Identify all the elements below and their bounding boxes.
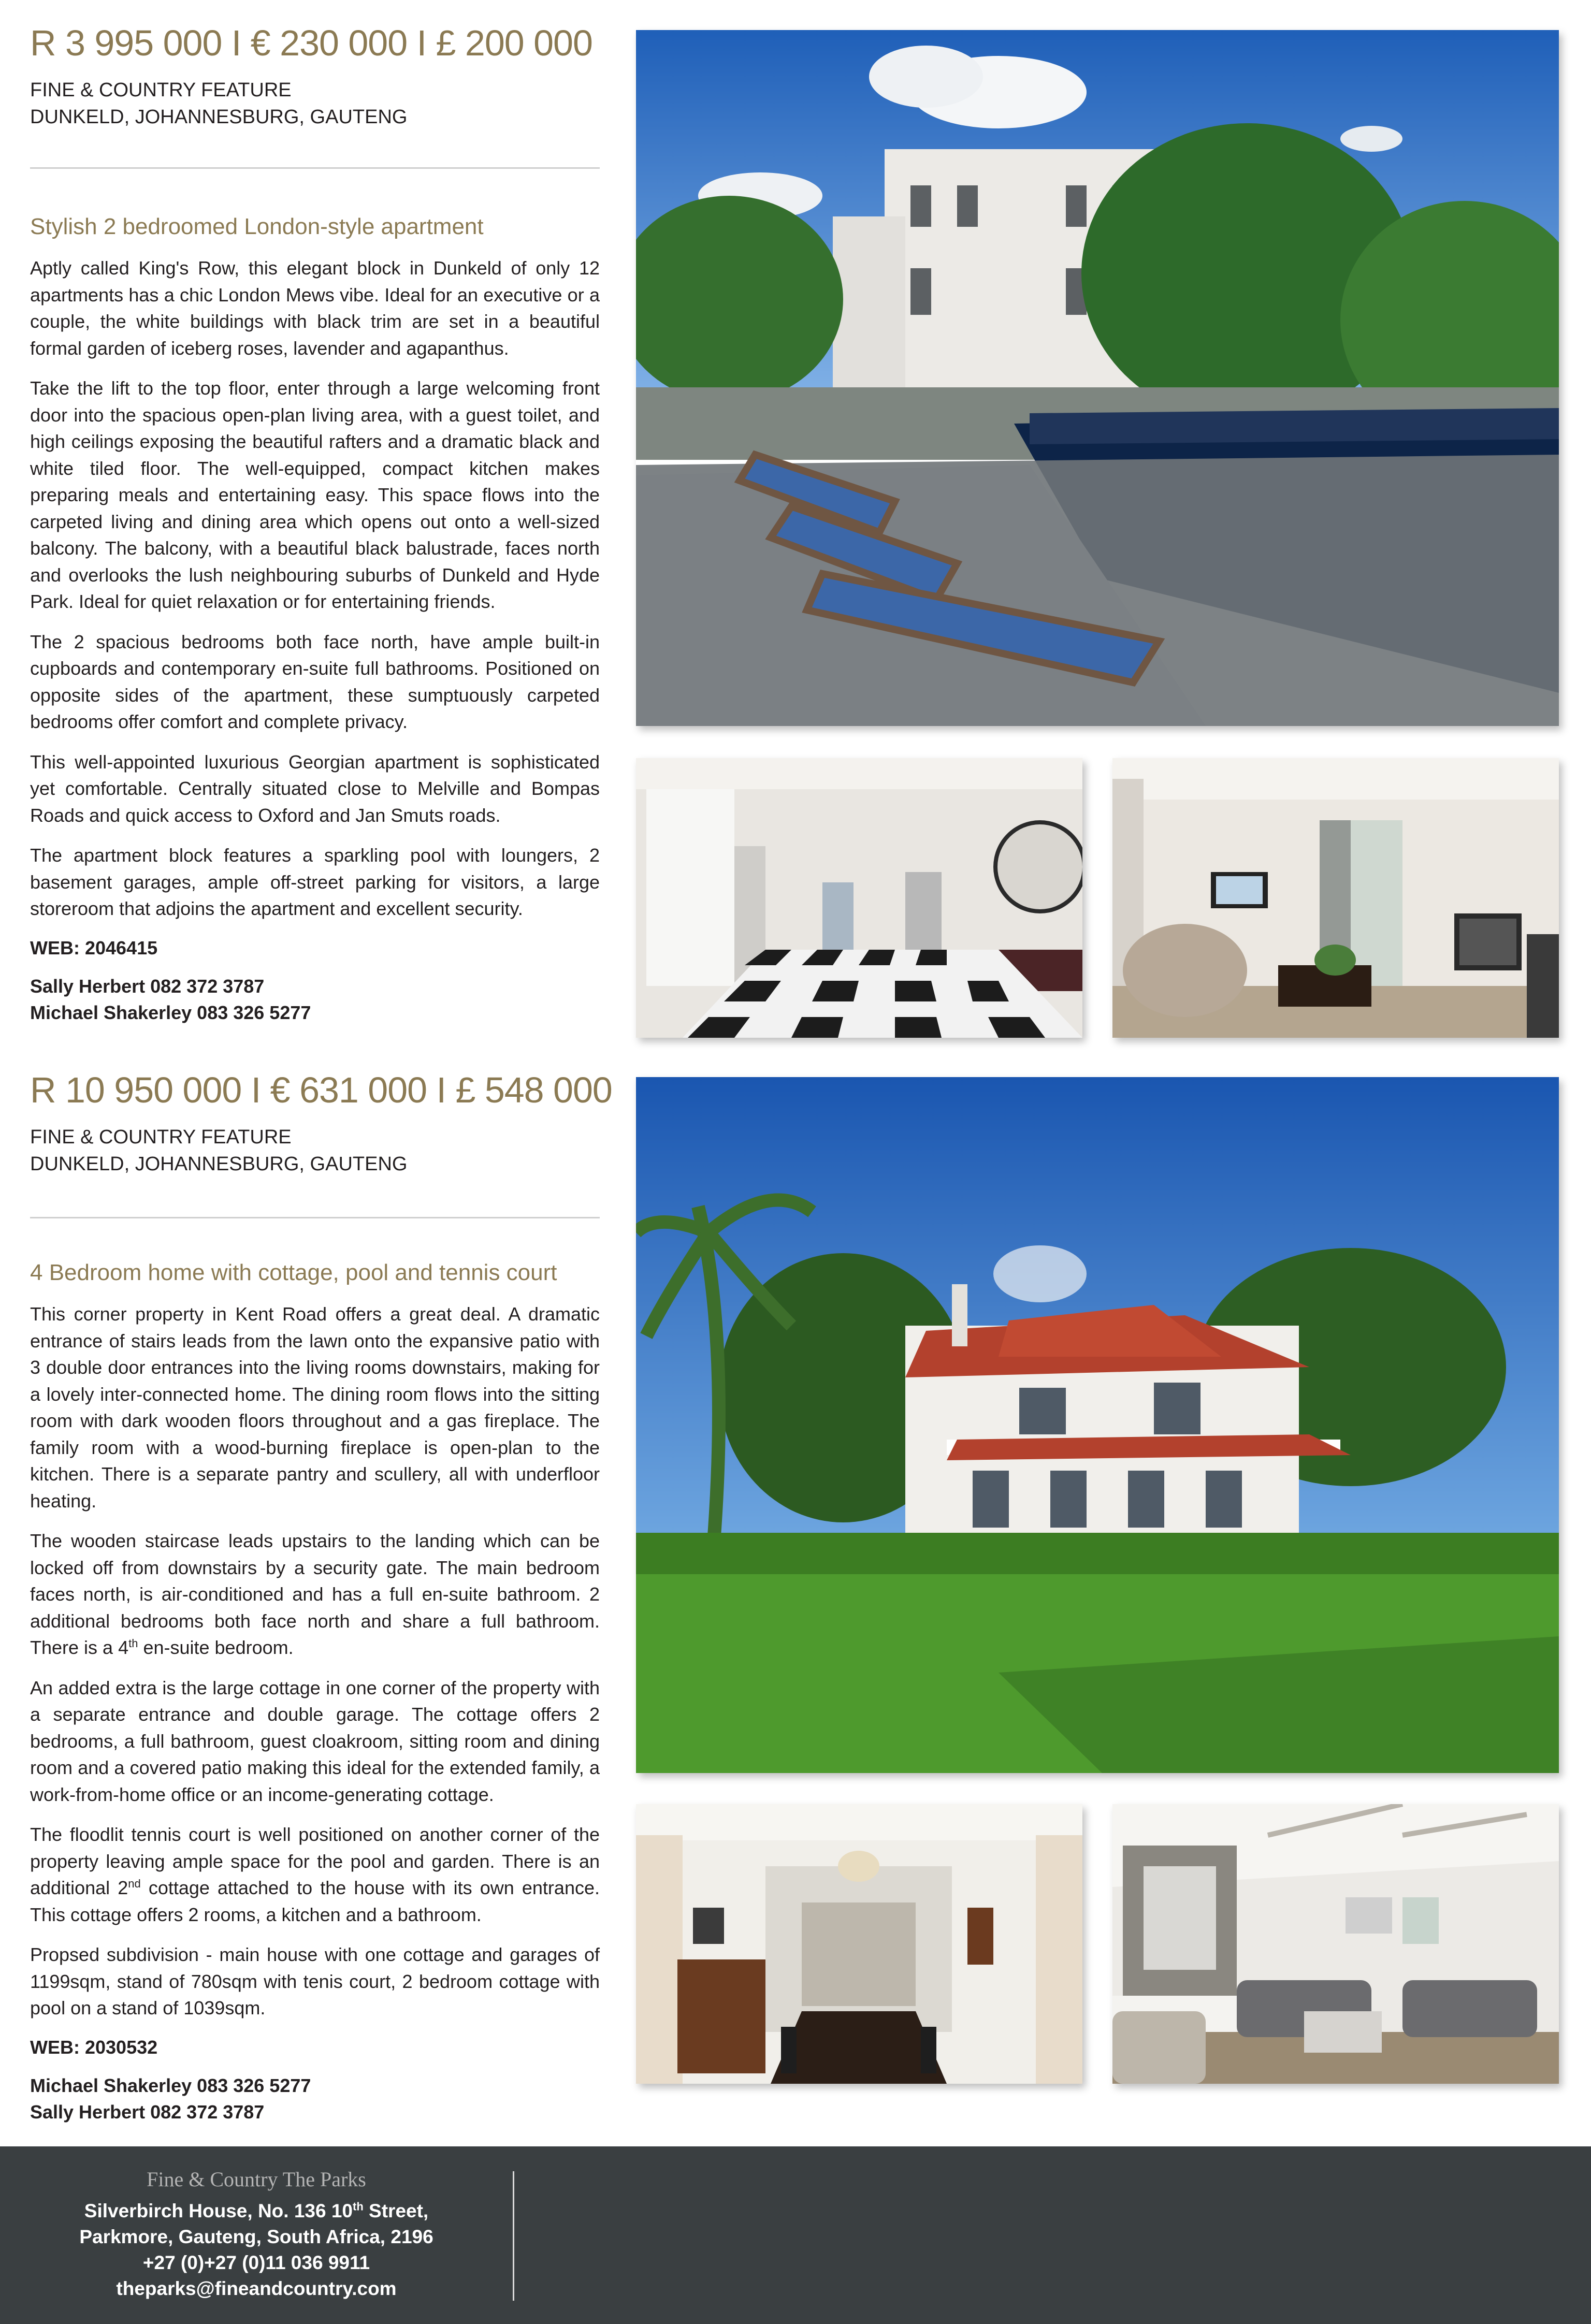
listing-1-text <box>30 25 600 130</box>
listing-1-paragraph: Take the lift to the top floor, enter through a large welcoming front door into the spacious open-plan living area, with a guest toilet, and high ceilings exposing the beautiful rafters and a dramatic black and white tiled floor. The well-equipped, compact kitchen makes preparing meals and entertaining easy. This space flows into the carpeted living and dining area which opens out onto a well-sized balcony. The balcony, with a beautiful black balustrade, faces north and overlooks the lush neighbouring suburbs of Dunkeld and Hyde Park. Ideal for quiet relaxation or for entertaining friends. <box>30 377 600 612</box>
listing-2-paragraph-tail-end: en-suite bedroom. <box>138 1637 294 1658</box>
listing-1-paragraph: This well-appointed luxurious Georgian apartment is sophisticated yet comfortable. Centrally situated close to Melville and Bompas Roads and quick access to Oxford and Jan Smuts roads. <box>30 751 600 826</box>
listing-2-headline: 4 Bedroom home with cottage, pool and tennis court <box>30 1260 557 1285</box>
address-line-1 <box>0 2198 513 2224</box>
listing-2-web-ref: WEB: 2030532 <box>30 2036 158 2058</box>
listing-1-web-ref: WEB: 2046415 <box>30 937 158 958</box>
listing-1-headline: Stylish 2 bedroomed London-style apartment <box>30 214 484 239</box>
listing-2-text <box>30 1070 612 1178</box>
listing-2-feature-heading <box>30 1124 600 1178</box>
ordinal-number: 2 <box>118 1877 128 1898</box>
listing-2-main-photo <box>636 1077 1559 1773</box>
page-footer <box>0 2146 1591 2324</box>
address-line-1-end: Street, <box>363 2200 429 2221</box>
office-name: Fine & Country The Parks <box>147 2168 366 2191</box>
listing-1-main-photo <box>636 30 1559 726</box>
listing-1-agent: Sally Herbert 082 372 3787 <box>30 975 265 997</box>
listing-2-paragraph-main: The wooden staircase leads upstairs to the landing which can be locked off from downstairs by a security gate. The main bedroom faces north, is air-conditioned and has a full en-suite bathroom. 2 additional bedrooms both face north and share a full bathroom. <box>30 1530 600 1632</box>
listing-2-paragraph: An added extra is the large cottage in one corner of the property with a separate entrance and double garage. The cottage offers 2 bedrooms, a full bathroom, guest cloakroom, sitting room and dining room and a covered patio making this ideal for the extended family, a work-from-home office or an income-generating cottage. <box>30 1677 600 1805</box>
ordinal-suffix: nd <box>128 1877 141 1890</box>
listing-1-location: DUNKELD, JOHANNESBURG, GAUTENG <box>30 106 408 128</box>
listing-2-paragraph-tail: There is a 4 <box>30 1637 129 1658</box>
office-phone: +27 (0)+27 (0)11 036 9911 <box>142 2252 370 2273</box>
listing-1-paragraph: The apartment block features a sparkling pool with loungers, 2 basement garages, ample off-street parking for visitors, a large storeroom that adjoins the apartment and excellent security. <box>30 845 600 919</box>
listing-1-paragraph: The 2 spacious bedrooms both face north, have ample built-in cupboards and contemporary en-suite full bathrooms. Positioned on opposite sides of the apartment, these sumptuously carpeted bedrooms offer comfort and complete privacy. <box>30 631 600 732</box>
listing-2-agent: Sally Herbert 082 372 3787 <box>30 2101 265 2123</box>
listing-2-paragraph: Propsed subdivision - main house with one cottage and garages of 1199sqm, stand of 780sqm with tenis court, 2 bedroom cottage with pool on a stand of 1039sqm. <box>30 1944 600 2018</box>
listing-1-paragraph: Aptly called King's Row, this elegant block in Dunkeld of only 12 apartments has a chic London Mews vibe. Ideal for an executive or a couple, the white buildings with black trim are set in a beautiful formal garden of iceberg roses, lavender and agapanthus. <box>30 257 600 359</box>
listing-2-paragraph-main: The floodlit tennis court is well positioned on another corner of the property leaving ample space for the pool and garden. There is an additional <box>30 1824 600 1898</box>
listing-1-kitchen-photo <box>636 758 1082 1038</box>
office-email[interactable]: theparks@fineandcountry.com <box>116 2278 397 2299</box>
listing-1-feature-label: FINE & COUNTRY FEATURE <box>30 79 292 101</box>
listing-2-body <box>30 1258 600 2125</box>
ordinal-suffix: th <box>353 2200 364 2213</box>
listing-2-price: R 10 950 000 I € 631 000 I £ 548 000 <box>30 1070 612 1110</box>
office-contact <box>0 2198 513 2302</box>
address-line-1-text: Silverbirch House, No. 136 10 <box>84 2200 353 2221</box>
listing-2-agent: Michael Shakerley 083 326 5277 <box>30 2074 311 2096</box>
footer-divider <box>513 2171 514 2301</box>
listing-2-dining-photo <box>636 1804 1082 2084</box>
listing-2-location: DUNKELD, JOHANNESBURG, GAUTENG <box>30 1153 408 1175</box>
listing-1-divider <box>30 167 600 169</box>
listing-1-price: R 3 995 000 I € 230 000 I £ 200 000 <box>30 23 592 63</box>
listing-2-paragraph <box>30 1528 600 1661</box>
listing-2-lounge-photo <box>1112 1804 1559 2084</box>
listing-1-body <box>30 212 600 1026</box>
listing-2-paragraph-tail-end: cottage attached to the house with its own entrance. This cottage offers 2 rooms, a kitchen and a bathroom. <box>30 1877 600 1925</box>
listing-1-agent: Michael Shakerley 083 326 5277 <box>30 1001 311 1023</box>
listing-2-divider <box>30 1217 600 1218</box>
listing-2-paragraph: This corner property in Kent Road offers a great deal. A dramatic entrance of stairs leads from the lawn onto the expansive patio with 3 double door entrances into the living rooms downstairs, making for a lovely inter-connected home. The dining room flows into the sitting room with dark wooden floors throughout and a gas fireplace. The family room with a wood-burning fireplace is open-plan to the kitchen. There is a separate pantry and scullery, all with underfloor heating. <box>30 1303 600 1512</box>
listing-2-paragraph <box>30 1821 600 1928</box>
listing-1-feature-heading <box>30 77 600 130</box>
listing-2-feature-label: FINE & COUNTRY FEATURE <box>30 1126 292 1148</box>
address-line-2: Parkmore, Gauteng, South Africa, 2196 <box>79 2226 433 2247</box>
ordinal-suffix: th <box>128 1637 138 1650</box>
listing-1-living-photo <box>1112 758 1559 1038</box>
